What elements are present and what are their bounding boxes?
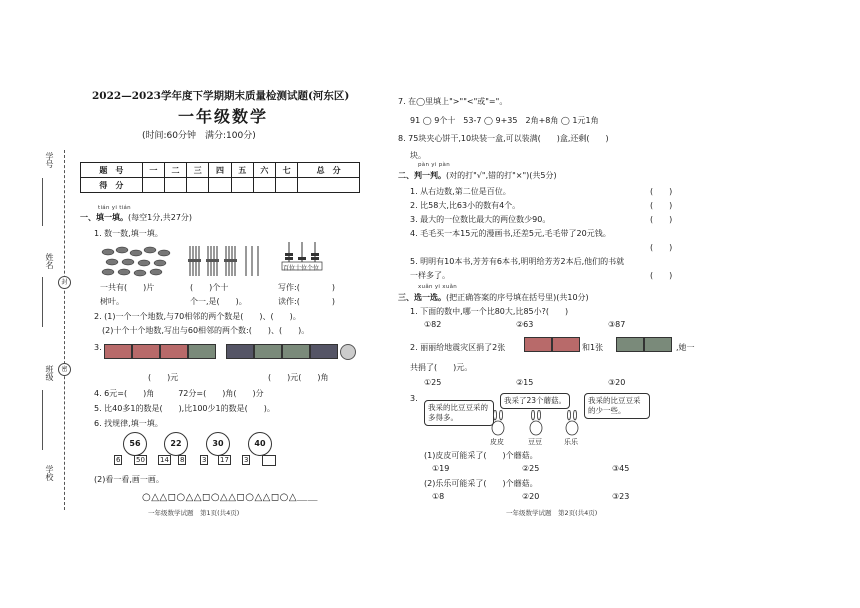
choice-q3-label: 3. (410, 394, 418, 403)
section3-title: 三、选一选。 (398, 293, 446, 302)
q6-2: (2)看一看,画一画。 (94, 475, 164, 484)
flower-number: 30 (206, 432, 230, 456)
choice-option[interactable]: ①25 (424, 378, 442, 387)
choice-option[interactable]: ③23 (612, 492, 630, 501)
q1-sticks-answer-2: 个一,是( )。 (190, 297, 247, 306)
banknote-image (552, 337, 580, 352)
score-cell: 一 (142, 163, 164, 178)
flower-number: 22 (164, 432, 188, 456)
banknote-image (282, 344, 310, 359)
banknote-image (310, 344, 338, 359)
score-table-score-row (81, 178, 360, 193)
score-table-header-row (81, 163, 360, 178)
q7-items: 91 ◯ 9个十 53-7 ◯ 9+35 2角+8角 ◯ 1元1角 (410, 116, 599, 125)
choice-option[interactable]: ①19 (432, 464, 450, 473)
petal-blank[interactable] (262, 455, 276, 466)
petal-number: 6 (116, 456, 121, 464)
student-no-line (42, 178, 43, 226)
section1-pinyin: tián yi tián (98, 205, 131, 211)
score-input-cell[interactable] (187, 178, 209, 193)
shape-pattern: ○△△◻○△△◻○△△◻○△△◻○△＿＿ (142, 492, 319, 503)
section2-pinyin: pàn yi pàn (418, 162, 450, 168)
section1-heading (80, 212, 192, 223)
seal-line (64, 150, 65, 510)
page-footer-right: 一年级数学试题 第2页(共4页) (506, 509, 598, 517)
petal-number: 8 (180, 456, 185, 464)
banknote-image (644, 337, 672, 352)
judge-item: 3. 最大的一位数比最大的两位数少90。 (410, 215, 551, 224)
judge-answer-paren[interactable]: ( ) (650, 187, 673, 196)
score-input-cell[interactable] (253, 178, 275, 193)
coin-image (340, 344, 356, 360)
banknote-image (524, 337, 552, 352)
exam-meta: (时间:60分钟 满分:100分) (142, 131, 256, 141)
score-cell: 二 (164, 163, 186, 178)
name-label: 姓名 (45, 253, 54, 269)
q3-label: 3. (94, 343, 102, 352)
section2-title: 二、判一判。 (398, 171, 446, 180)
petal-number: 3 (244, 456, 249, 464)
flower-number: 56 (123, 432, 147, 456)
score-cell: 三 (187, 163, 209, 178)
choice-q2: 2. 丽丽给地震灾区捐了2张 (410, 343, 506, 352)
judge-item: 1. 从右边数,第二位是百位。 (410, 187, 511, 196)
score-input-cell[interactable] (298, 178, 360, 193)
score-table (80, 162, 360, 193)
judge-answer-paren[interactable]: ( ) (650, 271, 673, 280)
speech-bubble-doudou: 我采了23个蘑菇。 (500, 393, 570, 409)
choice-option[interactable]: ①8 (432, 492, 445, 501)
banknote-image (160, 344, 188, 359)
section1-title: 一、填一填。 (80, 213, 128, 222)
q7: 7. 在◯里填上">""<"或"="。 (398, 97, 508, 106)
class-line (42, 390, 43, 450)
banknote-image (132, 344, 160, 359)
score-row-label: 得 分 (81, 178, 143, 193)
choice-q2-cont: 共捐了( )元。 (410, 363, 473, 372)
flower-number: 40 (248, 432, 272, 456)
q2a: 2. (1)一个一个地数,与70相邻的两个数是( )、( )。 (94, 312, 301, 321)
q8-unit: 块。 (410, 151, 426, 160)
petal-number: 3 (202, 456, 207, 464)
score-cell: 总 分 (298, 163, 360, 178)
section2-heading (398, 170, 557, 181)
banknote-image (254, 344, 282, 359)
seal-mark-2: 密 (58, 363, 71, 376)
section2-note: (对的打"√",错的打"×")(共5分) (446, 171, 557, 180)
rabbit-name: 乐乐 (564, 438, 578, 446)
score-input-cell[interactable] (164, 178, 186, 193)
q1-write: 写作:( ) (278, 283, 335, 292)
section3-note: (把正确答案的序号填在括号里)(共10分) (446, 293, 589, 302)
score-input-cell[interactable] (142, 178, 164, 193)
judge-item: 2. 比58大,比63小的数有4个。 (410, 201, 521, 210)
score-input-cell[interactable] (231, 178, 253, 193)
score-cell: 五 (231, 163, 253, 178)
judge-answer-paren[interactable]: ( ) (650, 243, 673, 252)
exam-title: 2022—2023学年度下学期期末质量检测试题(河东区) (92, 90, 350, 102)
rabbit-name: 皮皮 (490, 438, 504, 446)
score-cell: 题 号 (81, 163, 143, 178)
choice-option[interactable]: ①82 (424, 320, 442, 329)
judge-answer-paren[interactable]: ( ) (650, 201, 673, 210)
section3-pinyin: xuǎn yi xuǎn (418, 284, 458, 290)
banknote-image (188, 344, 216, 359)
score-cell: 七 (276, 163, 298, 178)
class-label: 班级 (45, 365, 54, 381)
choice-q2-mid: 和1张 (582, 343, 604, 352)
choice-option[interactable]: ③87 (608, 320, 626, 329)
q1-leaves-answer: 一共有( )片 (100, 283, 155, 292)
choice-q1: 1. 下面的数中,哪一个比80大,比85小?( ) (410, 307, 569, 316)
q2b: (2)十个十个地数,写出与60相邻的两个数:( )、( )。 (94, 326, 310, 335)
score-cell: 六 (253, 163, 275, 178)
petal-number: 14 (160, 456, 169, 464)
seal-mark-1: 封 (58, 276, 71, 289)
q3-answer-a: ( )元 (148, 373, 179, 382)
subject-title: 一年级数学 (178, 107, 269, 126)
choice-option[interactable]: ②15 (516, 378, 534, 387)
score-cell: 四 (209, 163, 231, 178)
speech-bubble-lele: 我采的比豆豆采的少一些。 (584, 393, 650, 419)
banknote-image (616, 337, 644, 352)
banknote-image (226, 344, 254, 359)
q6: 6. 找规律,填一填。 (94, 419, 163, 428)
choice-option[interactable]: ②20 (522, 492, 540, 501)
score-input-cell[interactable] (276, 178, 298, 193)
student-no-label: 学号 (45, 152, 54, 168)
q8: 8. 75块夹心饼干,10块装一盒,可以装满( )盒,还剩( ) (398, 134, 609, 143)
leaves-picture (100, 244, 172, 278)
choice-q3-2: (2)乐乐可能采了( )个蘑菇。 (424, 479, 538, 488)
petal-number: 17 (220, 456, 229, 464)
sticks-picture (186, 244, 268, 278)
page-footer-left: 一年级数学试题 第1页(共4页) (148, 509, 240, 517)
banknote-image (104, 344, 132, 359)
q4: 4. 6元=( )角 72分=( )角( )分 (94, 389, 264, 398)
choice-option[interactable]: ③20 (608, 378, 626, 387)
q1-sticks-answer-1: ( )个十 (190, 283, 229, 292)
choice-option[interactable]: ②25 (522, 464, 540, 473)
choice-option[interactable]: ②63 (516, 320, 534, 329)
choice-q2-end: ,她一 (676, 343, 695, 352)
choice-option[interactable]: ③45 (612, 464, 630, 473)
score-input-cell[interactable] (209, 178, 231, 193)
q1-read: 读作:( ) (278, 297, 335, 306)
judge-item-cont: 一样多了。 (410, 271, 450, 280)
judge-item: 5. 明明有10本书,芳芳有6本书,明明给芳芳2本后,他们的书就 (410, 257, 625, 266)
q1-prompt: 1. 数一数,填一填。 (94, 229, 163, 238)
rabbit-name: 豆豆 (528, 438, 542, 446)
q1-leaves-answer-2: 树叶。 (100, 297, 124, 306)
q3-answer-b: ( )元( )角 (268, 373, 329, 382)
section1-note: (每空1分,共27分) (128, 213, 193, 222)
q5: 5. 比40多1的数是( ),比100少1的数是( )。 (94, 404, 275, 413)
choice-q3-1: (1)皮皮可能采了( )个蘑菇。 (424, 451, 538, 460)
section3-heading (398, 292, 589, 303)
judge-answer-paren[interactable]: ( ) (650, 215, 673, 224)
name-line (42, 277, 43, 327)
school-label: 学校 (45, 465, 54, 481)
petal-number: 50 (136, 456, 145, 464)
judge-item: 4. 毛毛买一本15元的漫画书,还差5元,毛毛带了20元钱。 (410, 229, 611, 238)
abacus-place-labels: 百位十位个位 (283, 265, 320, 272)
rabbits-picture (488, 410, 648, 436)
speech-bubble-pipi: 我采的比豆豆采的多得多。 (424, 400, 494, 426)
